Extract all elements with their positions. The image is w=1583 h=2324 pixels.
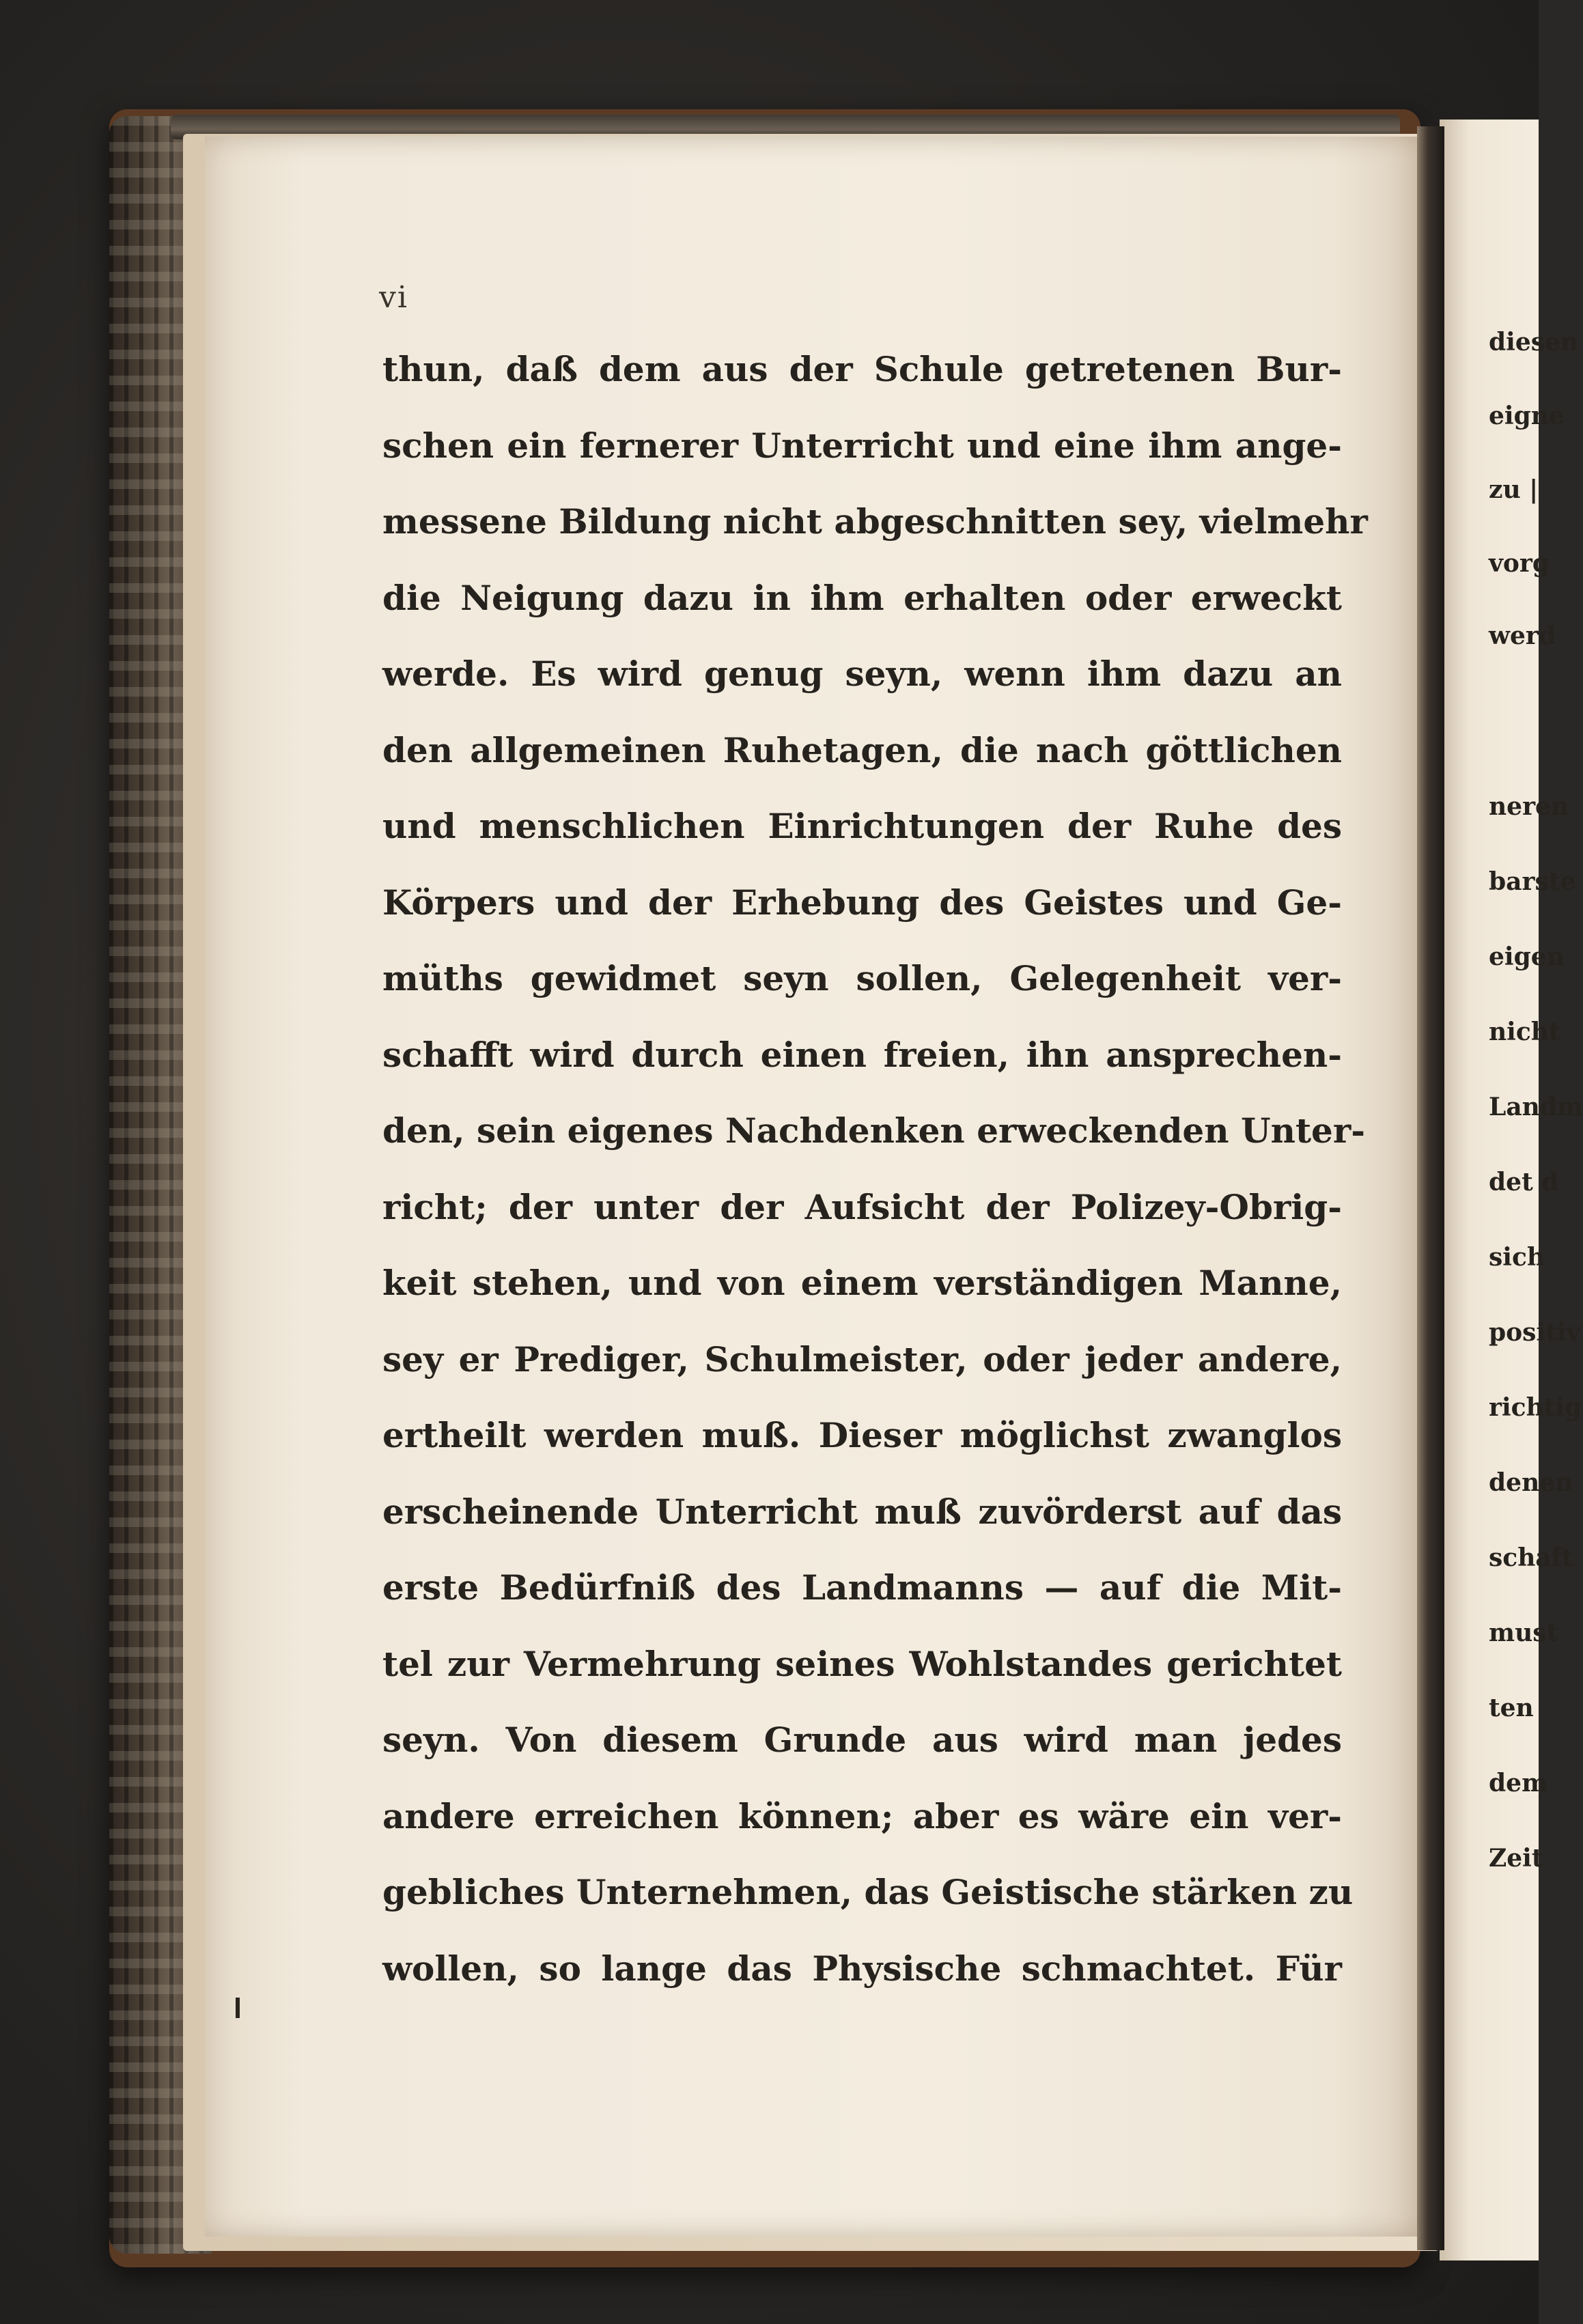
text-line: schafft wird durch einen freien, ihn ansprechen- [382,1034,1342,1075]
facing-word: richtig [1489,1393,1582,1422]
facing-word: nicht [1489,1018,1560,1046]
facing-word: Zeit [1489,1844,1543,1873]
facing-word: vorg [1489,549,1550,578]
text-line: andere erreichen können; aber es wäre ein ver- [382,1795,1342,1836]
facing-word: zu | [1489,475,1539,504]
text-line: schen ein fernerer Unterricht und eine ihm ange- [382,425,1342,466]
text-line: und menschlichen Einrichtungen der Ruhe des [382,806,1342,846]
text-line: richt; der unter der Aufsicht der Polizey-Obrig- [382,1186,1342,1227]
facing-word: werd [1489,621,1556,650]
text-line: tel zur Vermehrung seines Wohlstandes gerichtet [382,1643,1342,1684]
text-line: müths gewidmet seyn sollen, Gelegenheit ver- [382,958,1342,998]
facing-word: det d [1489,1168,1559,1196]
text-line: Körpers und der Erhebung des Geistes und Ge- [382,882,1342,923]
facing-word: Landm [1489,1093,1583,1121]
text-line: den, sein eigenes Nachdenken erweckenden Unter- [382,1110,1365,1151]
page-number: vi [379,280,408,315]
text-line: seyn. Von diesem Grunde aus wird man jedes [382,1720,1342,1760]
facing-word: eigne [1489,402,1565,430]
facing-word: diesen [1489,328,1579,356]
facing-word: must [1489,1619,1558,1647]
edge-mark [236,1998,240,2018]
facing-word: eigen [1489,942,1565,971]
facing-word: ten [1489,1694,1534,1722]
text-line: wollen, so lange das Physische schmachtet. Für [382,1948,1342,1989]
text-line: erste Bedürfniß des Landmanns — auf die Mit- [382,1567,1342,1608]
text-line: keit stehen, und von einem verständigen Manne, [382,1263,1342,1303]
text-line: werde. Es wird genug seyn, wenn ihm dazu an [382,654,1342,694]
body-text [382,331,1368,2006]
text-line: sey er Prediger, Schulmeister, oder jeder andere, [382,1339,1342,1380]
facing-word: sich [1489,1243,1545,1272]
facing-word: dem [1489,1769,1548,1797]
book-gutter [1417,126,1444,2250]
text-line: erscheinende Unterricht muß zuvörderst auf das [382,1491,1342,1532]
text-line: den allgemeinen Ruhetagen, die nach göttlichen [382,729,1342,770]
text-line: messene Bildung nicht abgeschnitten sey, vielmehr [382,501,1368,542]
facing-word: neren [1489,792,1569,821]
text-line: ertheilt werden muß. Dieser möglichst zwanglos [382,1415,1342,1455]
text-line: die Neigung dazu in ihm erhalten oder erweckt [382,577,1342,618]
facing-word: positiv [1489,1318,1581,1347]
text-line: thun, daß dem aus der Schule getretenen Bur- [382,349,1342,389]
facing-word: denen [1489,1468,1573,1497]
facing-word: schaft [1489,1543,1573,1572]
facing-word: barste [1489,867,1576,896]
text-line: gebliches Unternehmen, das Geistische stärken zu [382,1872,1354,1912]
